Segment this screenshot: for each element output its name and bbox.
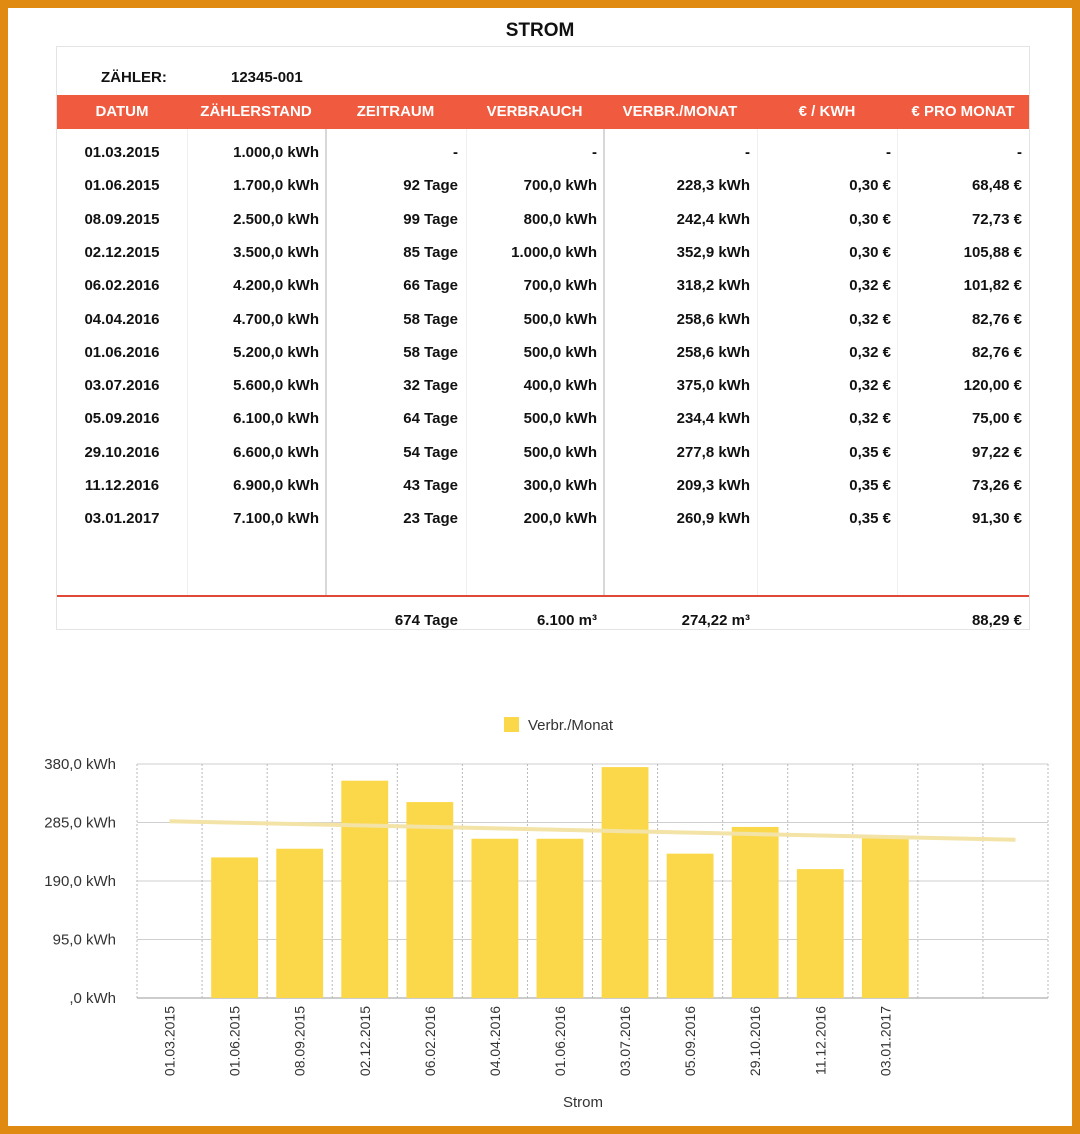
bar[interactable]: [862, 837, 909, 998]
cell-euro-kwh: 0,35 €: [849, 443, 891, 461]
cell-zeitraum: 85 Tage: [403, 243, 458, 261]
cell-verbrauch: -: [592, 144, 597, 161]
header-verbrauch[interactable]: VERBRAUCH: [486, 103, 583, 120]
bar[interactable]: [471, 839, 518, 998]
header-zaehlerstand[interactable]: ZÄHLERSTAND: [200, 103, 312, 120]
cell-euro-kwh: 0,30 €: [849, 177, 891, 195]
cell-verbrauch: 500,0 kWh: [523, 310, 597, 328]
cell-euro-pro-monat: 68,48 €: [971, 177, 1022, 195]
cell-euro-kwh: 0,32 €: [849, 310, 891, 328]
x-tick-label: 03.07.2016: [617, 1006, 634, 1077]
cell-zaehlerstand: 4.700,0 kWh: [233, 310, 319, 328]
y-axis-ticks: [44, 756, 116, 1007]
bar[interactable]: [211, 857, 258, 998]
cell-euro-pro-monat: 105,88 €: [963, 243, 1022, 261]
x-tick-label: 04.04.2016: [486, 1006, 503, 1077]
cell-zeitraum: 54 Tage: [403, 443, 458, 461]
cell-datum: 04.04.2016: [84, 310, 160, 328]
meter-label: ZÄHLER:: [101, 69, 167, 86]
table-row: [57, 169, 1029, 202]
cell-euro-kwh: 0,32 €: [849, 343, 891, 361]
x-tick-label: 29.10.2016: [747, 1006, 764, 1077]
cell-zeitraum: 99 Tage: [403, 210, 458, 228]
cell-euro-pro-monat: 91,30 €: [971, 510, 1022, 528]
totals-row: [57, 604, 1029, 637]
cell-verbrauch: 200,0 kWh: [523, 510, 597, 528]
x-tick-label: 06.02.2016: [421, 1006, 438, 1077]
y-tick-label: ,0 kWh: [69, 990, 116, 1007]
cell-datum: 06.02.2016: [84, 277, 160, 295]
cell-euro-kwh: 0,30 €: [849, 243, 891, 261]
x-tick-label: 03.01.2017: [877, 1006, 894, 1077]
cell-zaehlerstand: 5.600,0 kWh: [233, 377, 319, 395]
total-zeitraum: 674 Tage: [394, 612, 458, 629]
cell-datum: 03.01.2017: [84, 510, 160, 528]
table-row: [57, 269, 1029, 302]
x-axis-label: Strom: [562, 1094, 604, 1111]
cell-verbr-monat: 228,3 kWh: [676, 177, 750, 195]
page-title: STROM: [505, 20, 575, 41]
header-euro-pro-monat[interactable]: € PRO MONAT: [911, 103, 1015, 120]
consumption-chart: [8, 708, 1072, 1128]
cell-datum: 11.12.2016: [84, 477, 160, 494]
cell-verbrauch: 500,0 kWh: [523, 343, 597, 361]
cell-verbrauch: 700,0 kWh: [523, 177, 597, 195]
legend-label[interactable]: Verbr./Monat: [528, 717, 614, 734]
cell-verbrauch: 400,0 kWh: [523, 377, 597, 395]
table-row: [57, 303, 1029, 336]
total-pro-monat: 88,29 €: [971, 612, 1022, 629]
cell-datum: 01.03.2015: [84, 144, 160, 161]
table-row: [57, 369, 1029, 402]
cell-zeitraum: 58 Tage: [403, 343, 458, 361]
cell-zeitraum: 43 Tage: [403, 477, 458, 494]
cell-euro-pro-monat: 120,00 €: [963, 377, 1022, 395]
x-tick-label: 01.06.2015: [226, 1006, 243, 1077]
cell-zaehlerstand: 7.100,0 kWh: [233, 510, 319, 528]
meter-number: 12345-001: [231, 69, 303, 86]
bar[interactable]: [537, 839, 584, 998]
cell-verbrauch: 500,0 kWh: [523, 410, 597, 428]
cell-zeitraum: 32 Tage: [403, 377, 458, 395]
header-verbr-monat[interactable]: VERBR./MONAT: [622, 103, 738, 120]
total-verbrauch: 6.100 m³: [536, 612, 597, 629]
table-row: [57, 203, 1029, 236]
cell-zaehlerstand: 1.000,0 kWh: [233, 144, 319, 161]
cell-euro-kwh: -: [886, 144, 891, 161]
bar[interactable]: [797, 869, 844, 998]
x-tick-label: 11.12.2016: [812, 1006, 829, 1076]
table-row: [57, 502, 1029, 535]
cell-datum: 02.12.2015: [84, 243, 160, 261]
cell-euro-kwh: 0,32 €: [849, 277, 891, 295]
cell-zaehlerstand: 2.500,0 kWh: [233, 210, 319, 228]
table-header: [57, 95, 1029, 129]
cell-zeitraum: 64 Tage: [403, 410, 458, 428]
cell-verbrauch: 700,0 kWh: [523, 277, 597, 295]
cell-zeitraum: 23 Tage: [403, 510, 458, 528]
bar[interactable]: [276, 849, 323, 998]
cell-euro-pro-monat: 73,26 €: [971, 477, 1022, 494]
cell-euro-pro-monat: 82,76 €: [971, 343, 1022, 361]
x-tick-label: 01.03.2015: [161, 1006, 178, 1077]
cell-euro-kwh: 0,30 €: [849, 210, 891, 228]
cell-verbr-monat: 375,0 kWh: [676, 377, 750, 395]
cell-euro-pro-monat: 75,00 €: [971, 410, 1022, 428]
cell-euro-kwh: 0,32 €: [849, 410, 891, 428]
cell-euro-pro-monat: -: [1017, 144, 1022, 161]
cell-verbrauch: 500,0 kWh: [523, 443, 597, 461]
cell-zeitraum: 92 Tage: [403, 177, 458, 195]
chart-bars: [211, 767, 909, 998]
cell-euro-pro-monat: 72,73 €: [971, 210, 1022, 228]
x-axis-ticks: [162, 1006, 894, 1076]
y-tick-label: 95,0 kWh: [52, 931, 116, 949]
cell-verbr-monat: 209,3 kWh: [676, 477, 750, 494]
x-tick-label: 05.09.2016: [682, 1006, 699, 1077]
total-verbr-monat: 274,22 m³: [681, 612, 750, 629]
cell-datum: 01.06.2015: [84, 177, 160, 195]
table-row: [57, 336, 1029, 369]
cell-euro-kwh: 0,32 €: [849, 377, 891, 395]
cell-verbr-monat: 260,9 kWh: [676, 510, 750, 528]
meter-table: [56, 46, 1030, 630]
cell-euro-pro-monat: 97,22 €: [971, 443, 1022, 461]
table-row: [57, 136, 1029, 169]
cell-euro-pro-monat: 101,82 €: [963, 277, 1022, 295]
cell-verbrauch: 800,0 kWh: [523, 210, 597, 228]
x-tick-label: 01.06.2016: [551, 1006, 568, 1077]
bar[interactable]: [667, 854, 714, 998]
cell-zaehlerstand: 3.500,0 kWh: [233, 243, 319, 261]
cell-verbrauch: 300,0 kWh: [523, 477, 597, 494]
cell-datum: 03.07.2016: [84, 377, 160, 395]
cell-zeitraum: -: [453, 144, 458, 161]
y-tick-label: 380,0 kWh: [44, 756, 116, 773]
cell-zaehlerstand: 5.200,0 kWh: [233, 343, 319, 361]
cell-verbr-monat: 258,6 kWh: [676, 343, 750, 361]
cell-euro-kwh: 0,35 €: [849, 510, 891, 528]
x-tick-label: 02.12.2015: [356, 1006, 373, 1077]
cell-datum: 29.10.2016: [84, 443, 160, 461]
cell-zaehlerstand: 6.900,0 kWh: [233, 477, 319, 494]
chart-grid: [137, 764, 1048, 998]
cell-zaehlerstand: 1.700,0 kWh: [233, 177, 319, 195]
cell-datum: 01.06.2016: [84, 343, 160, 361]
header-datum[interactable]: DATUM: [95, 103, 149, 120]
cell-verbrauch: 1.000,0 kWh: [511, 243, 597, 261]
cell-verbr-monat: 318,2 kWh: [676, 277, 750, 295]
cell-verbr-monat: 234,4 kWh: [676, 410, 750, 428]
cell-datum: 08.09.2015: [84, 210, 160, 228]
cell-euro-kwh: 0,35 €: [849, 477, 891, 494]
totals-divider: [57, 595, 1029, 597]
table-row: [57, 469, 1029, 502]
cell-verbr-monat: 277,8 kWh: [676, 443, 750, 461]
legend-swatch: [504, 717, 519, 732]
cell-zaehlerstand: 6.600,0 kWh: [233, 443, 319, 461]
cell-zaehlerstand: 6.100,0 kWh: [233, 410, 319, 428]
table-row: [57, 402, 1029, 435]
header-euro-kwh[interactable]: € / KWH: [798, 103, 856, 120]
bar[interactable]: [341, 781, 388, 998]
cell-verbr-monat: 242,4 kWh: [676, 210, 750, 228]
y-tick-label: 190,0 kWh: [44, 873, 116, 890]
cell-datum: 05.09.2016: [84, 410, 160, 428]
cell-verbr-monat: -: [745, 144, 750, 161]
bar[interactable]: [602, 767, 649, 998]
x-tick-label: 08.09.2015: [291, 1006, 308, 1077]
table-row: [57, 436, 1029, 469]
cell-zeitraum: 66 Tage: [403, 277, 458, 295]
bar[interactable]: [406, 802, 453, 998]
y-tick-label: 285,0 kWh: [44, 814, 116, 832]
cell-verbr-monat: 258,6 kWh: [676, 310, 750, 328]
cell-zaehlerstand: 4.200,0 kWh: [233, 277, 319, 295]
cell-verbr-monat: 352,9 kWh: [676, 243, 750, 261]
bar[interactable]: [732, 827, 779, 998]
header-zeitraum[interactable]: ZEITRAUM: [356, 103, 435, 120]
cell-zeitraum: 58 Tage: [403, 310, 458, 328]
cell-euro-pro-monat: 82,76 €: [971, 310, 1022, 328]
table-row: [57, 236, 1029, 269]
